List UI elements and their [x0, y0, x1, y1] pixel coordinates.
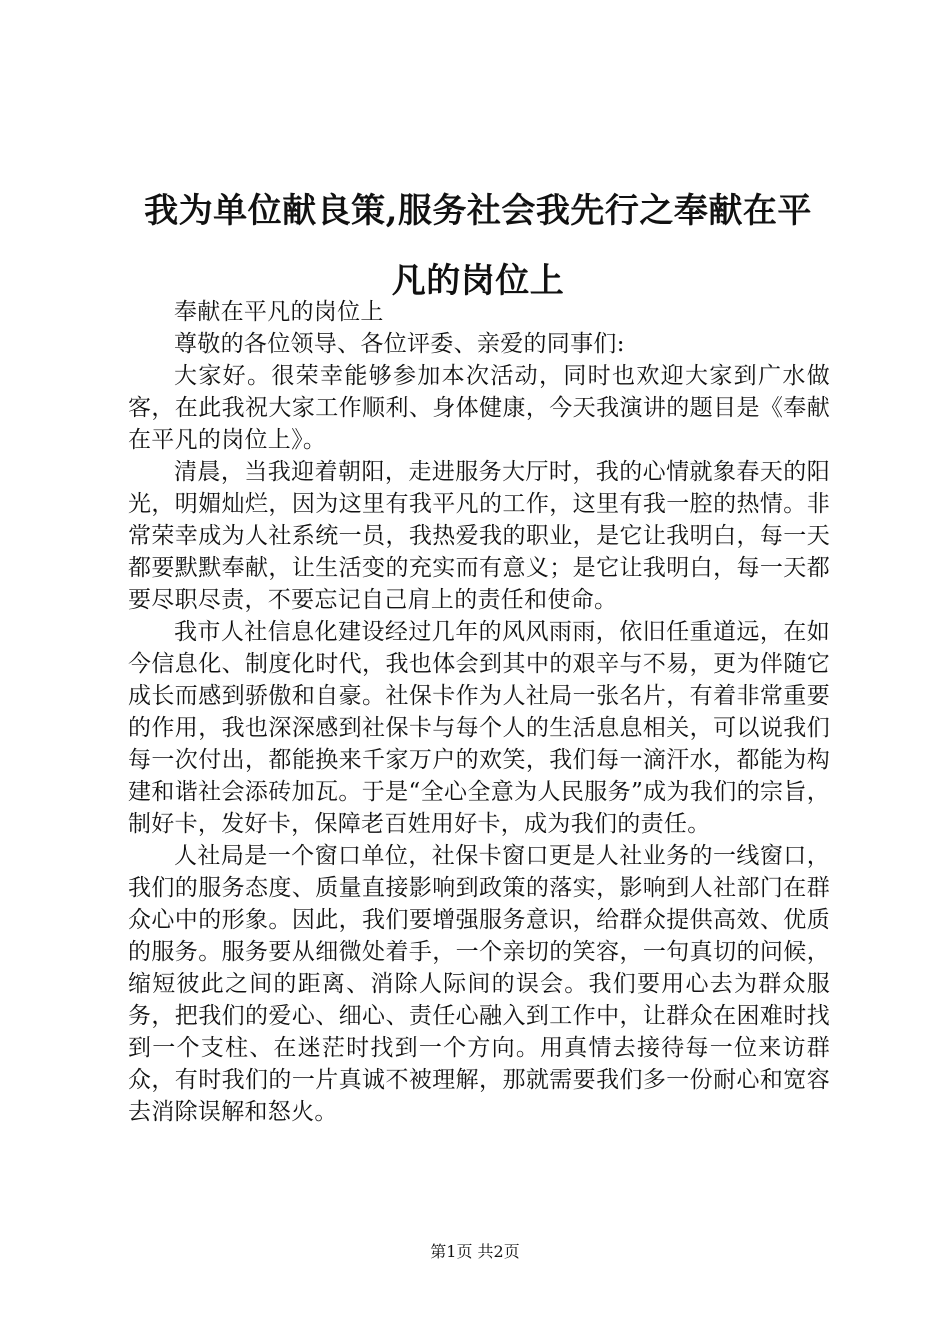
paragraph-informatization: 我市人社信息化建设经过几年的风风雨雨，依旧任重道远，在如今信息化、制度化时代，我也体会到其中的艰辛与不易，更为伴随它成长而感到骄傲和自豪。社保卡作为人社局一张名片，有着非常重要的作用，我也深深感到社保卡与每个人的生活息息相关，可以说我们每一次付出，都能换来千家万户的欢笑，我们每一滴汗水，都能为构建和谐社会添砖加瓦。于是“全心全意为人民服务”成为我们的宗旨，制好卡，发好卡，保障老百姓用好卡，成为我们的责任。 — [128, 619, 830, 837]
paragraph-morning: 清晨，当我迎着朝阳，走进服务大厅时，我的心情就象春天的阳光，明媚灿烂，因为这里有我平凡的工作，这里有我一腔的热情。非常荣幸成为人社系统一员，我热爱我的职业，是它让我明白，每一天都要默默奉献，让生活变的充实而有意义；是它让我明白，每一天都要尽职尽责，不要忘记自己肩上的责任和使命。 — [128, 459, 830, 613]
document-title: 我为单位献良策,服务社会我先行之奉献在平凡的岗位上 — [144, 191, 812, 301]
paragraph-greeting: 大家好。很荣幸能够参加本次活动，同时也欢迎大家到广水做客，在此我祝大家工作顺利、身体健康，今天我演讲的题目是《奉献在平凡的岗位上》。 — [128, 363, 830, 453]
page-footer: 第1页 共2页 — [430, 1242, 520, 1261]
paragraph-salutation: 尊敬的各位领导、各位评委、亲爱的同事们: — [174, 331, 625, 357]
document-body — [128, 296, 830, 1128]
paragraph-subtitle: 奉献在平凡的岗位上 — [174, 299, 384, 325]
paragraph-service-window: 人社局是一个窗口单位，社保卡窗口更是人社业务的一线窗口，我们的服务态度、质量直接影响到政策的落实，影响到人社部门在群众心中的形象。因此，我们要增强服务意识，给群众提供高效、优质的服务。服务要从细微处着手，一个亲切的笑容，一句真切的问候，缩短彼此之间的距离、消除人际间的误会。我们要用心去为群众服务，把我们的爱心、细心、责任心融入到工作中，让群众在困难时找到一个支柱、在迷茫时找到一个方向。用真情去接待每一位来访群众，有时我们的一片真诚不被理解，那就需要我们多一份耐心和宽容去消除误解和怒火。 — [128, 843, 830, 1125]
